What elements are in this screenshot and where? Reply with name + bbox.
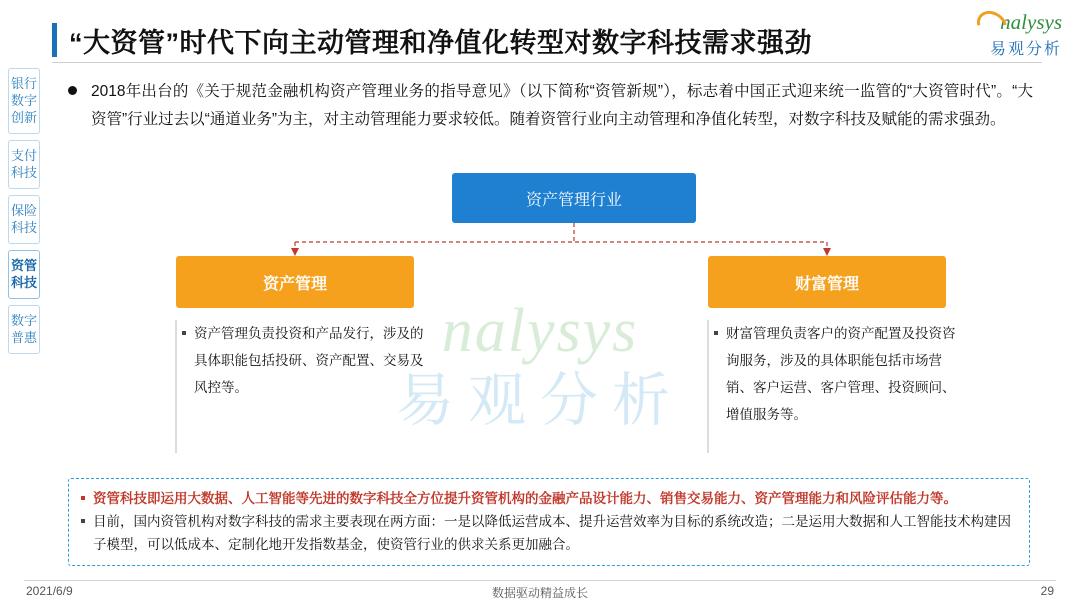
- diagram-box-asset-management-label: 资产管理: [262, 275, 327, 293]
- diagram-box-industry: [452, 173, 696, 223]
- logo-text-en: nalysys: [1000, 10, 1062, 34]
- diagram-desc-asset-management-text: 资产管理负责投资和产品发行，涉及的具体职能包括投研、资产配置、交易及风控等。: [194, 326, 424, 395]
- diagram-box-wealth-management-label: 财富管理: [794, 275, 859, 293]
- title-text: “大资管”时代下向主动管理和净值化转型对数字科技需求强劲: [69, 27, 812, 58]
- sidebar-item-payment[interactable]: [8, 140, 40, 189]
- footer-page-number: 29: [1040, 584, 1054, 598]
- sidebar-item-label: 支付科技: [10, 148, 37, 180]
- sidebar: [8, 68, 42, 360]
- diagram-desc-wealth-management-text: 财富管理负责客户的资产配置及投资咨询服务，涉及的具体职能包括市场营销、客户运营、客户管理、投资顾问、增值服务等。: [726, 326, 956, 422]
- intro-paragraph: [68, 78, 1033, 134]
- watermark-cn: 易观分析: [395, 368, 684, 433]
- square-bullet-icon: [81, 496, 85, 500]
- brand-logo: [990, 10, 1062, 59]
- sidebar-item-asset-management[interactable]: [8, 250, 40, 299]
- diagram-desc-asset-management: [182, 320, 434, 401]
- diagram-box-industry-label: 资产管理行业: [525, 191, 622, 209]
- footer-date: 2021/6/9: [26, 584, 73, 598]
- note-line-2-text: 目前，国内资管机构对数字科技的需求主要表现在两方面：一是以降低运营成本、提升运营效率为目标的系统改造；二是运用大数据和人工智能技术构建因子模型，可以低成本、定制化地开发指数基金，使资管行业的供求关系更加融合。: [93, 514, 1011, 552]
- page-title: [52, 18, 910, 62]
- note-line-1: [81, 487, 1017, 510]
- sidebar-item-label: 银行数字创新: [10, 76, 37, 125]
- sidebar-item-banking[interactable]: [8, 68, 40, 134]
- note-line-2: [81, 510, 1017, 556]
- diagram-box-asset-management: [176, 256, 414, 308]
- highlight-note-box: [68, 478, 1030, 566]
- intro-text: 2018年出台的《关于规范金融机构资产管理业务的指导意见》（以下简称“资管新规”），标志着中国正式迎来统一监管的“大资管时代”。“大资管”行业过去以“通道业务”为主，对主动管理能力要求较低。随着资管行业向主动管理和净值化转型，对数字科技及赋能的需求强劲。: [91, 83, 1033, 128]
- diagram-desc-wealth-management: [714, 320, 966, 428]
- square-bullet-icon: [81, 519, 85, 523]
- footer-slogan: 数据驱动精益成长: [491, 586, 588, 600]
- watermark-en: nalysys: [441, 297, 639, 365]
- title-divider: [52, 62, 1042, 63]
- logo-text-cn: 易观分析: [989, 41, 1062, 58]
- sidebar-item-inclusive-finance[interactable]: [8, 305, 40, 354]
- sidebar-item-label: 数字普惠: [10, 313, 37, 345]
- footer-divider: [24, 580, 1056, 581]
- title-accent-bar: [52, 23, 57, 57]
- sidebar-item-label: 资管科技: [10, 258, 37, 290]
- note-line-1-text: 资管科技即运用大数据、人工智能等先进的数字科技全方位提升资管机构的金融产品设计能力、销售交易能力、资产管理能力和风险评估能力等。: [93, 491, 957, 506]
- bullet-dot-icon: [68, 86, 77, 95]
- sidebar-item-label: 保险科技: [10, 203, 37, 235]
- square-bullet-icon: [714, 331, 718, 335]
- sidebar-item-insurance[interactable]: [8, 195, 40, 244]
- diagram-box-wealth-management: [708, 256, 946, 308]
- diagram: [0, 168, 1080, 468]
- square-bullet-icon: [182, 331, 186, 335]
